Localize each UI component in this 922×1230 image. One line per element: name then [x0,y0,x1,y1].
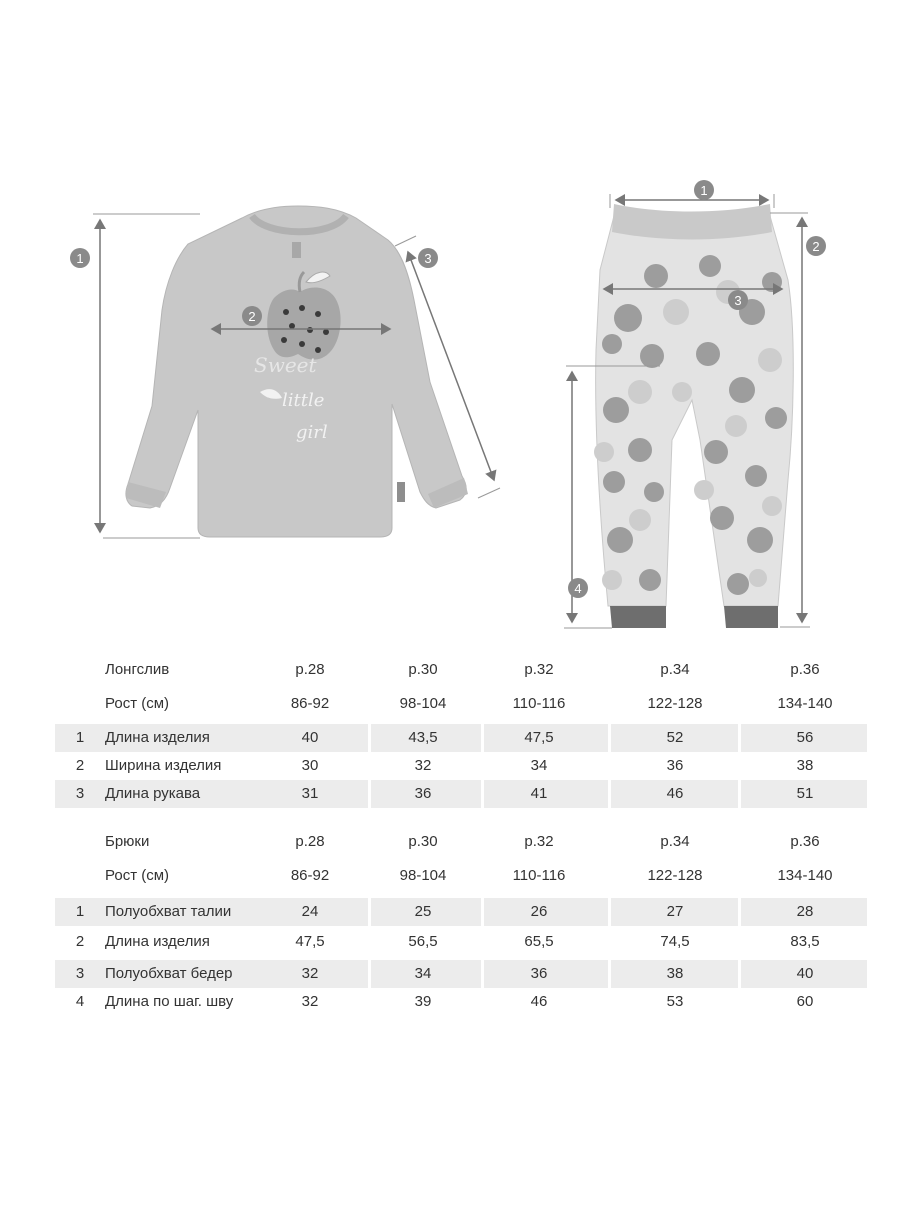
table-row [55,898,867,926]
height-value: 86-92 [290,867,330,884]
cell-value: 31 [301,785,319,802]
cell-value: 38 [666,965,684,982]
svg-text:2: 2 [248,309,256,324]
height-label: Рост (см) [105,867,170,884]
table-row [55,928,867,956]
cell-value: 36 [414,785,432,802]
cell-value: 36 [530,965,548,982]
row-label: Ширина изделия [105,757,222,774]
size-label: р.34 [660,833,690,850]
longsleeve-header-row [55,656,867,684]
pants-marker-4 [568,578,588,598]
row-number: 1 [75,903,85,920]
pants-drawing [594,204,793,628]
cell-value: 47,5 [524,729,554,746]
cell-value: 46 [530,993,548,1010]
cell-value: 34 [414,965,432,982]
pants-header-row [55,828,867,856]
cell-value: 39 [414,993,432,1010]
table-row [55,960,867,988]
cell-value: 41 [530,785,548,802]
size-label: р.30 [408,661,438,678]
cell-value: 28 [796,903,814,920]
row-label: Длина по шаг. шву [105,993,234,1010]
svg-text:3: 3 [424,251,432,266]
cell-value: 24 [301,903,319,920]
cell-value: 56 [796,729,814,746]
size-label: р.34 [660,661,690,678]
svg-text:1: 1 [76,251,84,266]
cell-value: 43,5 [408,729,438,746]
cell-value: 25 [414,903,432,920]
longsleeve-height-row [55,690,867,718]
row-number: 3 [75,785,85,802]
size-label: р.32 [524,661,554,678]
height-label: Рост (см) [105,695,170,712]
row-number: 3 [75,965,85,982]
cell-value: 46 [666,785,684,802]
size-label: р.32 [524,833,554,850]
row-label: Полуобхват бедер [105,965,233,982]
row-number: 1 [75,729,85,746]
pants-marker-1 [694,180,714,200]
height-value: 86-92 [290,695,330,712]
table-title: Лонгслив [105,661,170,678]
pants-marker-3 [728,290,748,310]
cell-value: 32 [301,965,319,982]
cell-value: 27 [666,903,684,920]
row-number: 2 [75,757,85,774]
shirt-marker-1 [70,248,90,268]
cell-value: 47,5 [295,933,325,950]
longsleeve-drawing [126,206,468,537]
svg-text:1: 1 [700,183,708,198]
table-row [55,724,867,752]
row-label: Длина рукава [105,785,201,802]
shirt-marker-3 [418,248,438,268]
pants-marker-2 [806,236,826,256]
cell-value: 40 [796,965,814,982]
svg-text:4: 4 [574,581,582,596]
cell-value: 26 [530,903,548,920]
pants-height-row [55,862,867,890]
cell-value: 52 [666,729,684,746]
height-value: 122-128 [647,695,703,712]
row-number: 2 [75,933,85,950]
size-label: р.30 [408,833,438,850]
print-text-sweet: Sweet [254,353,317,377]
height-value: 134-140 [777,695,833,712]
print-text-little: little [282,390,325,411]
row-label: Длина изделия [105,933,210,950]
cell-value: 53 [666,993,684,1010]
row-number: 4 [75,993,85,1010]
height-value: 122-128 [647,867,703,884]
size-label: р.36 [790,661,820,678]
cell-value: 65,5 [524,933,554,950]
size-label: р.28 [295,833,325,850]
height-value: 110-116 [512,867,566,884]
cell-value: 32 [301,993,319,1010]
cell-value: 74,5 [660,933,690,950]
table-title: Брюки [105,833,150,850]
height-value: 98-104 [399,695,447,712]
cell-value: 32 [414,757,432,774]
cell-value: 38 [796,757,814,774]
svg-text:3: 3 [734,293,742,308]
cell-value: 30 [301,757,319,774]
cell-value: 83,5 [790,933,820,950]
cell-value: 40 [301,729,319,746]
height-value: 110-116 [512,695,566,712]
cell-value: 56,5 [408,933,438,950]
print-text-girl: girl [296,422,328,443]
row-label: Полуобхват талии [105,903,232,920]
table-row [55,752,867,780]
table-row [55,988,867,1016]
row-label: Длина изделия [105,729,210,746]
height-value: 98-104 [399,867,447,884]
size-label: р.36 [790,833,820,850]
height-value: 134-140 [777,867,833,884]
svg-text:2: 2 [812,239,820,254]
cell-value: 60 [796,993,814,1010]
table-row [55,780,867,808]
cell-value: 36 [666,757,684,774]
cell-value: 34 [530,757,548,774]
size-label: р.28 [295,661,325,678]
cell-value: 51 [796,785,814,802]
shirt-marker-2 [242,306,262,326]
